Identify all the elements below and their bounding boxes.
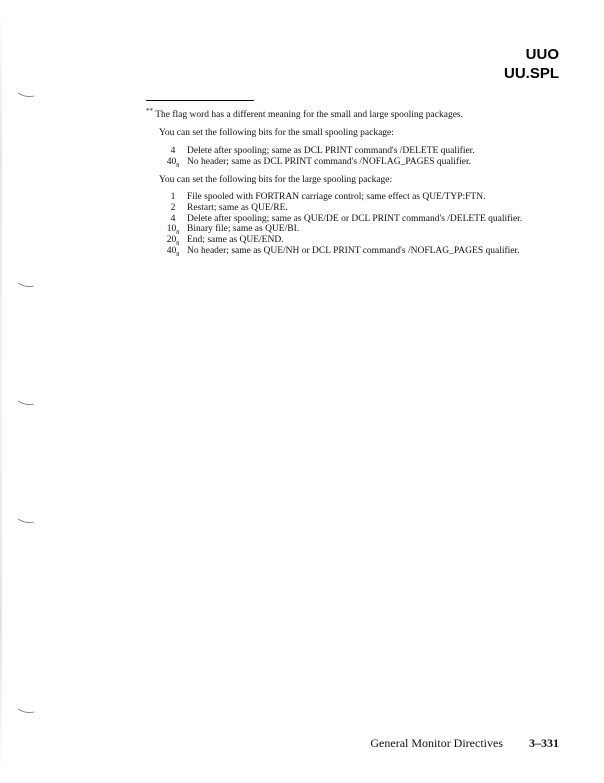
- bit-row: [159, 224, 559, 235]
- page-number: 3–331: [529, 736, 559, 750]
- bit-radix: 8: [176, 230, 180, 237]
- bit-value: [159, 192, 187, 203]
- binder-hole-mark: [18, 282, 34, 288]
- bit-value: [159, 235, 187, 246]
- bit-value: [159, 214, 187, 225]
- bit-description: Delete after spooling; same as QUE/DE or DCL PRINT command's /DELETE qualifier.: [187, 213, 523, 224]
- bit-row: [159, 246, 559, 257]
- bit-description: End; same as QUE/END.: [187, 235, 284, 246]
- bit-row: [159, 235, 559, 246]
- bit-row: [159, 157, 559, 168]
- bit-value: [159, 203, 187, 214]
- header-directive-name: UUO: [525, 46, 559, 63]
- bit-description: Binary file; same as QUE/BI.: [187, 224, 300, 235]
- bit-description: No header; same as QUE/NH or DCL PRINT command's /NOFLAG_PAGES qualifier.: [187, 245, 520, 256]
- bit-radix: 8: [176, 241, 180, 248]
- bit-row: [159, 192, 559, 203]
- bit-number: 10: [166, 224, 177, 235]
- bit-description: Restart; same as QUE/RE.: [187, 202, 288, 213]
- page-edge-shadow: [0, 0, 2, 783]
- footnote-marker: **: [146, 106, 153, 115]
- bit-value: [159, 146, 187, 157]
- bit-number: 40: [166, 156, 177, 167]
- bit-radix: 8: [176, 251, 180, 258]
- bit-value: [159, 246, 187, 257]
- small-package-bit-list: [159, 146, 559, 168]
- page-footer: [370, 736, 559, 751]
- bit-description: File spooled with FORTRAN carriage control; same effect as QUE/TYP:FTN.: [187, 192, 486, 202]
- binder-hole-mark: [18, 518, 34, 524]
- bit-number: 1: [170, 192, 176, 202]
- bit-row: [159, 203, 559, 214]
- binder-hole-mark: [18, 92, 34, 98]
- small-package-intro: You can set the following bits for the small spooling package:: [159, 128, 394, 138]
- bit-description: No header; same as DCL PRINT command's /NOFLAG_PAGES qualifier.: [187, 156, 471, 167]
- bit-radix: 8: [176, 162, 180, 169]
- header-subfunction-name: UU.SPL: [503, 65, 559, 82]
- large-package-bit-list: [159, 192, 559, 257]
- large-package-intro: You can set the following bits for the large spooling package:: [159, 175, 393, 185]
- footnote: [146, 106, 566, 121]
- bit-number: 4: [170, 213, 176, 224]
- bit-number: 2: [170, 202, 176, 213]
- bit-number: 4: [170, 146, 176, 156]
- bit-value: [159, 157, 187, 168]
- bit-number: 20: [166, 235, 177, 246]
- bit-row: [159, 214, 559, 225]
- binder-hole-mark: [18, 708, 34, 714]
- binder-hole-mark: [18, 400, 34, 406]
- bit-description: Delete after spooling; same as DCL PRINT command's /DELETE qualifier.: [187, 146, 475, 156]
- footer-section-title: General Monitor Directives: [370, 736, 503, 750]
- bit-value: [159, 224, 187, 235]
- footnote-text: The flag word has a different meaning for the small and large spooling packages.: [155, 110, 463, 120]
- bit-number: 40: [166, 245, 177, 256]
- bit-row: [159, 146, 559, 157]
- footnote-rule: [146, 100, 254, 101]
